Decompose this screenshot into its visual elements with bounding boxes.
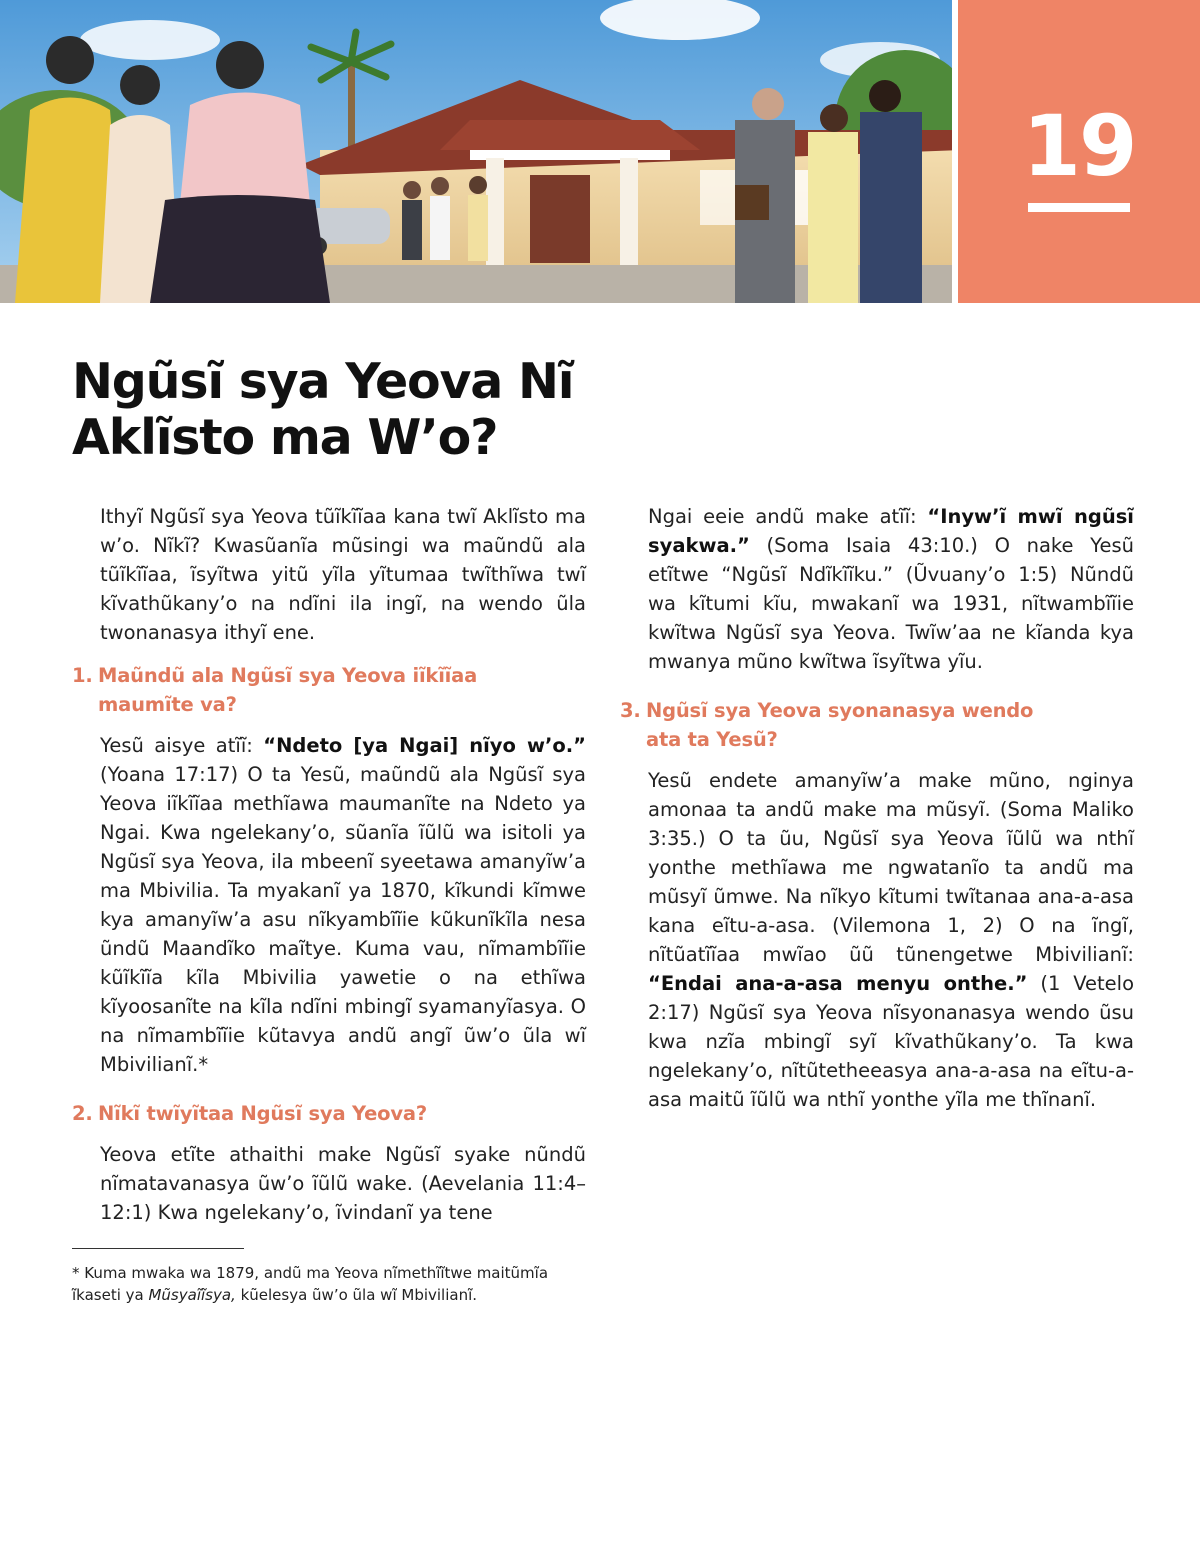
section-2-heading [72, 1099, 586, 1128]
section-1-question-line-2: maumĩte va? [98, 693, 237, 716]
intro-paragraph: Ithyĩ Ngũsĩ sya Yeova tũĩkĩĩaa kana twĩ Aklĩsto ma w’o. Nĩkĩ? Kwasũanĩa mũsingi wa maũndũ ala tũĩkĩĩaa, ĩsyĩtwa yitũ yĩla yĩtumaa twĩthĩwa twĩ kĩvathũkany’o na ndĩni ila ingĩ, na wendo ũla twonanasya ithyĩ ene. [100, 505, 586, 644]
footnote-publication-title: Mũsyaĩĩsya, [148, 1286, 236, 1304]
section-3-quote: “Endai ana-a-asa menyu onthe.” [648, 972, 1028, 995]
footnote [72, 1262, 592, 1306]
chapter-number: 19 [1022, 97, 1136, 195]
chapter-underline [1028, 203, 1130, 212]
footnote-text-start: * Kuma mwaka wa 1879, andũ ma Yeova nĩmethĩĩtwe maitũmĩa ĩkaseti ya [72, 1264, 549, 1304]
section-3-question-line-1: Ngũsĩ sya Yeova syonanasya wendo [646, 699, 1034, 722]
section-2-question: Nĩkĩ twĩyĩtaa Ngũsĩ sya Yeova? [98, 1102, 427, 1125]
section-1-text-end: (Yoana 17:17) O ta Yesũ, maũndũ ala Ngũsĩ sya Yeova iĩkĩĩaa methĩawa maumanĩte na Ndeto ya Ngai. Kwa ngelekany’o, sũanĩa ĩũlũ wa isitoli ya Ngũsĩ sya Yeova, ila mbeenĩ syeetawa amanyĩw’a ma Mbivilia. Ta myakanĩ ya 1870, kĩkundi kĩmwe kya amanyĩw’a asu nĩkyambĩĩie kũkunĩkĩla nesa ũndũ Maandĩko maĩtye. Kuma vau, nĩmambĩĩie kũĩkĩĩa kĩla Mbivilia yawetie o na ethĩwa kĩyoosanĩte na kĩla ndĩni mbingĩ syamanyĩasya. O na nĩmambĩĩie kũtavya andũ angĩ ũw’o ũla wĩ Mbivilianĩ.* [100, 763, 586, 1076]
section-2-quote: “Inyw’ĩ mwĩ ngũsĩ syakwa.” [648, 505, 1134, 557]
section-2-number: 2. [72, 1102, 93, 1125]
chapter-box [958, 0, 1200, 303]
page-title [72, 354, 692, 466]
photo-illustration [0, 0, 952, 303]
section-2-paragraph-start: Yeova etĩte athaithi make Ngũsĩ syake nũndũ nĩmatavanasya ũw’o ĩũlũ wake. (Aevelania 11:4–12:1) Kwa ngelekany’o, ĩvindanĩ ya tene [100, 1143, 586, 1224]
title-line-1: Ngũsĩ sya Yeova Nĩ [72, 353, 574, 410]
right-column [620, 502, 1134, 1114]
section-2-continued-end: (Soma Isaia 43:10.) O nake Yesũ etĩtwe “Ngũsĩ Ndĩkĩĩku.” (Ũvuany’o 1:5) Nũndũ wa kĩtumi kĩu, mwakanĩ wa 1931, nĩtwambĩĩie kwĩtwa Ngũsĩ sya Yeova. Twĩw’aa ne kĩanda kya mwanya mũno kwĩtwa ĩsyĩtwa yĩu. [648, 534, 1134, 673]
section-1-text-start: Yesũ aisye atĩĩ: [100, 734, 264, 757]
section-3-question-line-2: ata ta Yesũ? [646, 728, 778, 751]
header-photo [0, 0, 952, 303]
section-3-paragraph [620, 766, 1134, 1114]
section-1-question-line-1: Maũndũ ala Ngũsĩ sya Yeova iĩkĩĩaa [98, 664, 478, 687]
section-1-quote: “Ndeto [ya Ngai] nĩyo w’o.” [263, 734, 586, 757]
footnote-divider [72, 1248, 244, 1249]
section-3-number: 3. [620, 699, 641, 722]
section-3-text-start: Yesũ endete amanyĩw’a make mũno, nginya amonaa ta andũ make ma mũsyĩ. (Soma Maliko 3:35.) O ta ũu, Ngũsĩ sya Yeova ĩũlũ wa nthĩ yonthe methĩawa me ngwatanĩo ta andũ ma mũsyĩ ũmwe. Na nĩkyo kĩtumi twĩtanaa ana-a-asa kana eĩtu-a-asa. (Vilemona 1, 2) O na ĩngĩ, nĩtũatĩĩaa mwĩao ũũ tũnengetwe Mbivilianĩ: [648, 769, 1134, 966]
section-2-continued-start: Ngai eeie andũ make atĩĩ: [648, 505, 928, 528]
left-column [72, 502, 586, 1227]
footnote-text-end: kũelesya ũw’o ũla wĩ Mbivilianĩ. [235, 1286, 478, 1304]
section-1-number: 1. [72, 664, 93, 687]
section-3-heading [620, 696, 1134, 754]
section-2-paragraph-continued [620, 502, 1134, 676]
section-1-paragraph [72, 731, 586, 1079]
section-1-heading [72, 661, 586, 719]
section-3-text-end: (1 Vetelo 2:17) Ngũsĩ sya Yeova nĩsyonanasya wendo ũsu kwa nzĩa mbingĩ syĩ kĩvathũkany’o. Ta kwa ngelekany’o, nĩtũtetheeasya ana-a-asa na eĩtu-a-asa maitũ ĩũlũ wa nthĩ yonthe yĩla me thĩnanĩ. [648, 972, 1135, 1111]
title-line-2: Aklĩsto ma W’o? [72, 409, 498, 466]
